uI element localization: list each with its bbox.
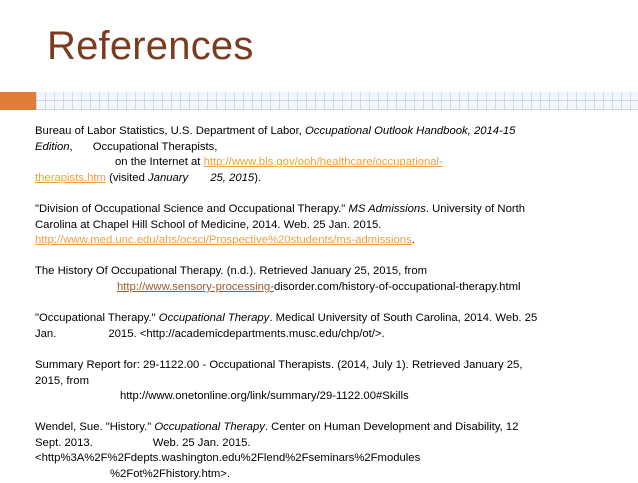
page-title: References (47, 24, 254, 68)
ref-text: 2015. <http://academicdepartments.musc.edu/chp/ot/>. (108, 327, 385, 340)
ref-text: Summary Report for: 29-1122.00 - Occupational Therapists. (2014, July 1). Retrieved January 25, (35, 358, 523, 371)
accent-block (0, 92, 36, 110)
sensory-processing-link[interactable]: http://www.sensory-processing- (117, 280, 274, 293)
header-divider-band (0, 92, 638, 110)
references-list (35, 124, 615, 483)
ref-text: Jan. (35, 327, 57, 340)
ref-italic-text: MS Admissions (348, 202, 426, 215)
ref-text: Web. 25 Jan. 2015. (152, 436, 251, 449)
reference-onet (35, 358, 615, 405)
ref-text: 2015, from (35, 374, 90, 387)
ref-text: Bureau of Labor Statistics, U.S. Department of Labor, (35, 125, 306, 137)
ref-text: . (411, 234, 415, 247)
ref-text: . Medical University of South Carolina, 2014. Web. 25 (269, 312, 538, 325)
ref-text: . Center on Human Development and Disability, 12 (264, 421, 519, 434)
reference-bls (35, 124, 615, 186)
bls-link-continued[interactable]: therapists.htm (35, 171, 106, 184)
ref-text: disorder.com/history-of-occupational-therapy.html (273, 280, 521, 293)
ref-text: %2Fot%2Fhistory.htm>. (110, 468, 231, 481)
ref-italic-text: 25, 2015 (210, 171, 255, 184)
ref-italic-text: Occupational Therapy (158, 312, 270, 325)
ref-text: Sept. 2013. (35, 436, 93, 449)
ref-text: Occupational Therapists, (92, 140, 218, 153)
ref-text: "Occupational Therapy." (35, 312, 159, 325)
ref-text: on the Internet at (115, 156, 204, 169)
unc-link[interactable]: http://www.med.unc.edu/ahs/ocsci/Prospective%20students/ms-admissions (35, 234, 412, 247)
ref-italic-text: Occupational Therapy (154, 421, 265, 434)
ref-text: . University of North (425, 202, 526, 215)
ref-italic-text: Edition (35, 140, 70, 153)
patterned-band (36, 92, 638, 110)
reference-wendel (35, 420, 615, 482)
reference-musc (35, 311, 615, 342)
ref-text: Carolina at Chapel Hill School of Medicine, 2014. Web. 25 Jan. 2015. (35, 218, 382, 231)
ref-italic-text: Occupational Outlook Handbook, 2014-15 (305, 125, 516, 137)
ref-text: ). (254, 171, 262, 184)
ref-text: (visited (105, 171, 149, 184)
reference-history (35, 264, 615, 295)
ref-text: The History Of Occupational Therapy. (n.d.). Retrieved January 25, 2015, from (35, 265, 428, 278)
ref-text: <http%3A%2F%2Fdepts.washington.edu%2Flend%2Fseminars%2Fmodules (35, 452, 421, 465)
ref-text: http://www.onetonline.org/link/summary/29-1122.00#Skills (120, 390, 409, 403)
ref-text: , (69, 140, 73, 153)
ref-italic-text: January (148, 171, 189, 184)
bls-link[interactable]: http://www.bls.gov/ooh/healthcare/occupational- (203, 156, 443, 169)
ref-text: "Division of Occupational Science and Occupational Therapy." (35, 202, 349, 215)
reference-unc (35, 202, 615, 249)
ref-text: Wendel, Sue. "History." (35, 421, 155, 434)
